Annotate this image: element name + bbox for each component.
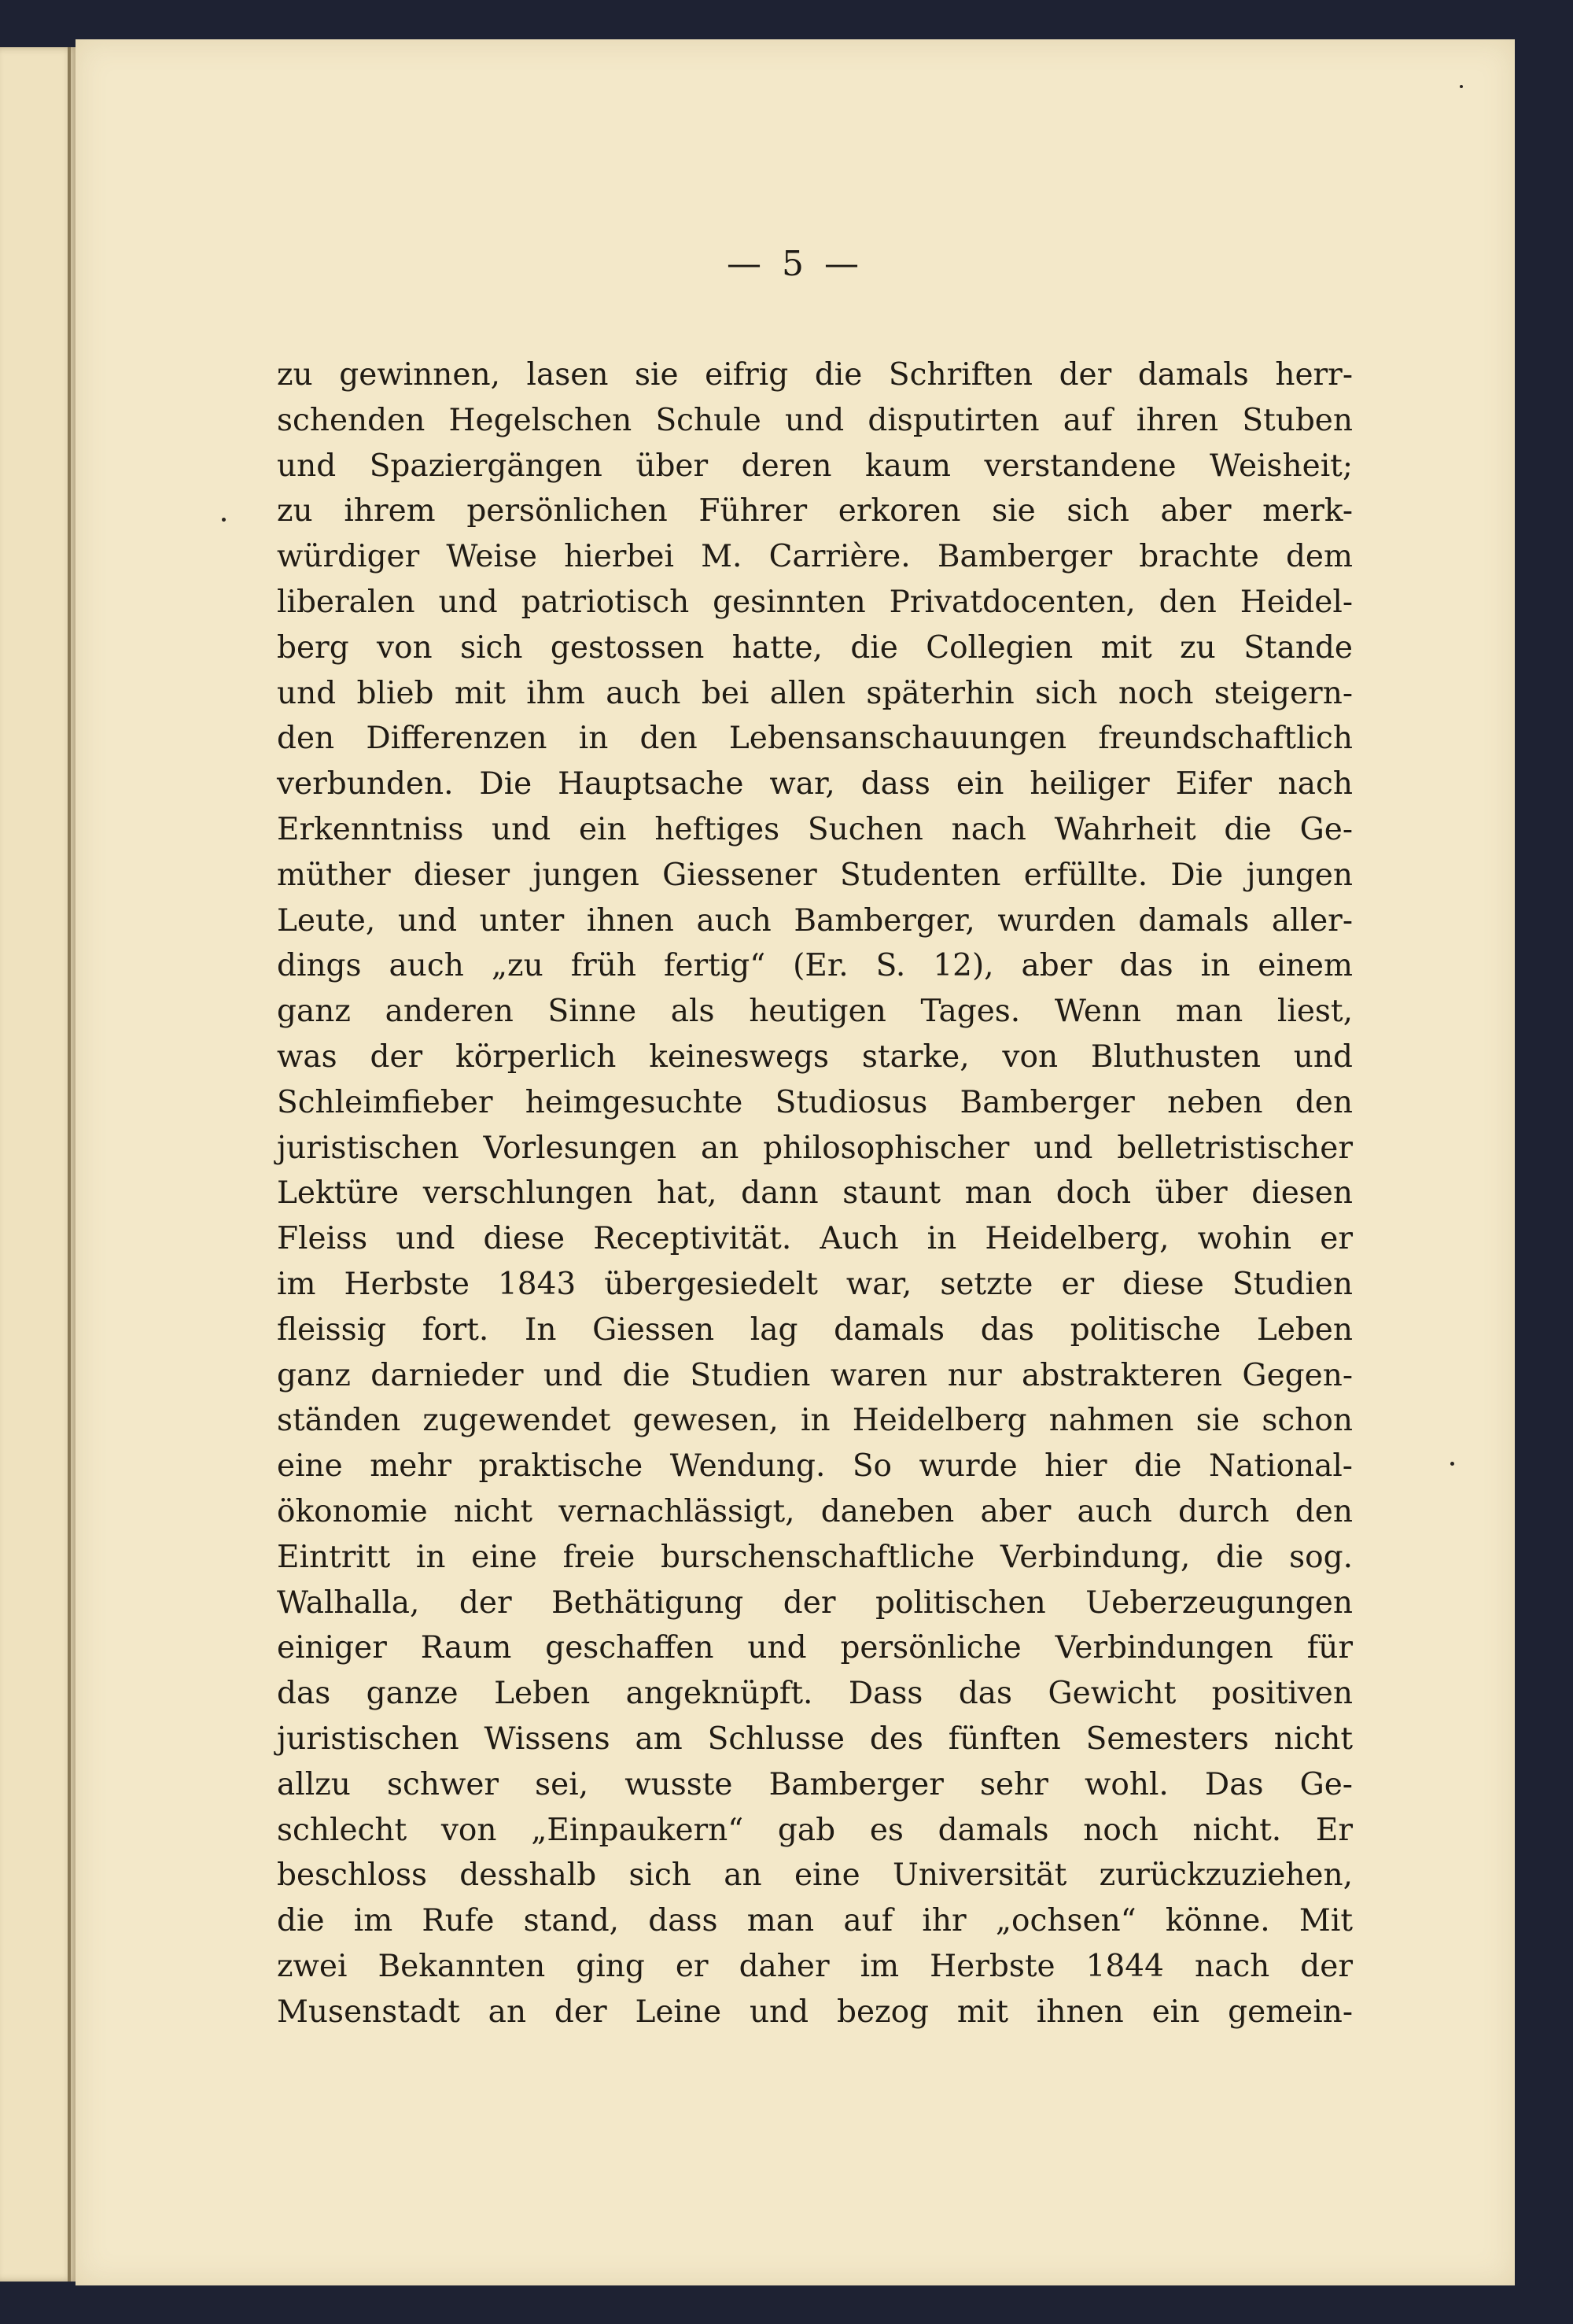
text-line: ganz anderen Sinne als heutigen Tages. Wenn man liest, <box>277 994 1353 1030</box>
text-line: im Herbste 1843 übergesiedelt war, setzte er diese Studien <box>277 1266 1353 1302</box>
text-line: dings auch „zu früh fertig“ (Er. S. 12), aber das in einem <box>277 948 1353 984</box>
book-spine-line <box>68 47 71 2282</box>
text-line: zu ihrem persönlichen Führer erkoren sie sich aber merk- <box>277 493 1353 529</box>
text-line: allzu schwer sei, wusste Bamberger sehr wohl. Das Ge- <box>277 1766 1353 1802</box>
page-number: — 5 — <box>727 244 864 284</box>
text-line: ökonomie nicht vernachlässigt, daneben aber auch durch den <box>277 1493 1353 1529</box>
body-text <box>277 352 1353 2034</box>
text-line: die im Rufe stand, dass man auf ihr „ochsen“ könne. Mit <box>277 1903 1353 1939</box>
text-line: juristischen Vorlesungen an philosophischer und belletristischer <box>277 1130 1353 1166</box>
book-page <box>76 39 1515 2285</box>
previous-page-edge <box>0 47 76 2282</box>
text-line: was der körperlich keineswegs starke, von Bluthusten und <box>277 1038 1353 1075</box>
text-line: Fleiss und diese Receptivität. Auch in Heidelberg, wohin er <box>277 1221 1353 1257</box>
text-line: juristischen Wissens am Schlusse des fünften Semesters nicht <box>277 1721 1353 1757</box>
text-line: verbunden. Die Hauptsache war, dass ein heiliger Eifer nach <box>277 766 1353 802</box>
text-line: Leute, und unter ihnen auch Bamberger, wurden damals aller- <box>277 902 1353 939</box>
text-line: liberalen und patriotisch gesinnten Privatdocenten, den Heidel- <box>277 584 1353 620</box>
ink-speck <box>1460 85 1463 88</box>
text-line: einiger Raum geschaffen und persönliche Verbindungen für <box>277 1630 1353 1666</box>
text-line: Erkenntniss und ein heftiges Suchen nach Wahrheit die Ge- <box>277 811 1353 847</box>
text-line: und blieb mit ihm auch bei allen späterhin sich noch steigern- <box>277 675 1353 711</box>
text-line: Walhalla, der Bethätigung der politischen Ueberzeugungen <box>277 1584 1353 1621</box>
text-line: schlecht von „Einpaukern“ gab es damals noch nicht. Er <box>277 1812 1353 1848</box>
text-line: würdiger Weise hierbei M. Carrière. Bamberger brachte dem <box>277 539 1353 575</box>
text-line: beschloss desshalb sich an eine Universität zurückzuziehen, <box>277 1857 1353 1894</box>
text-line: und Spaziergängen über deren kaum verstandene Weisheit; <box>277 448 1353 484</box>
text-line: ganz darnieder und die Studien waren nur abstrakteren Gegen- <box>277 1357 1353 1393</box>
ink-speck <box>222 518 226 522</box>
text-line: das ganze Leben angeknüpft. Dass das Gewicht positiven <box>277 1676 1353 1712</box>
text-line: Musenstadt an der Leine und bezog mit ihnen ein gemein- <box>277 1994 1353 2030</box>
text-line: müther dieser jungen Giessener Studenten erfüllte. Die jungen <box>277 857 1353 893</box>
ink-speck <box>1450 1462 1454 1466</box>
text-line: den Differenzen in den Lebensanschauungen freundschaftlich <box>277 721 1353 757</box>
text-line: eine mehr praktische Wendung. So wurde hier die National- <box>277 1448 1353 1485</box>
text-line: ständen zugewendet gewesen, in Heidelberg nahmen sie schon <box>277 1403 1353 1439</box>
text-line: fleissig fort. In Giessen lag damals das politische Leben <box>277 1311 1353 1348</box>
text-line: zu gewinnen, lasen sie eifrig die Schriften der damals herr- <box>277 357 1353 393</box>
text-line: zwei Bekannten ging er daher im Herbste 1844 nach der <box>277 1948 1353 1984</box>
text-line: Lektüre verschlungen hat, dann staunt man doch über diesen <box>277 1175 1353 1212</box>
text-line: Eintritt in eine freie burschenschaftliche Verbindung, die sog. <box>277 1539 1353 1575</box>
text-line: berg von sich gestossen hatte, die Collegien mit zu Stande <box>277 629 1353 666</box>
text-line: Schleimfieber heimgesuchte Studiosus Bamberger neben den <box>277 1084 1353 1120</box>
text-line: schenden Hegelschen Schule und disputirten auf ihren Stuben <box>277 402 1353 438</box>
